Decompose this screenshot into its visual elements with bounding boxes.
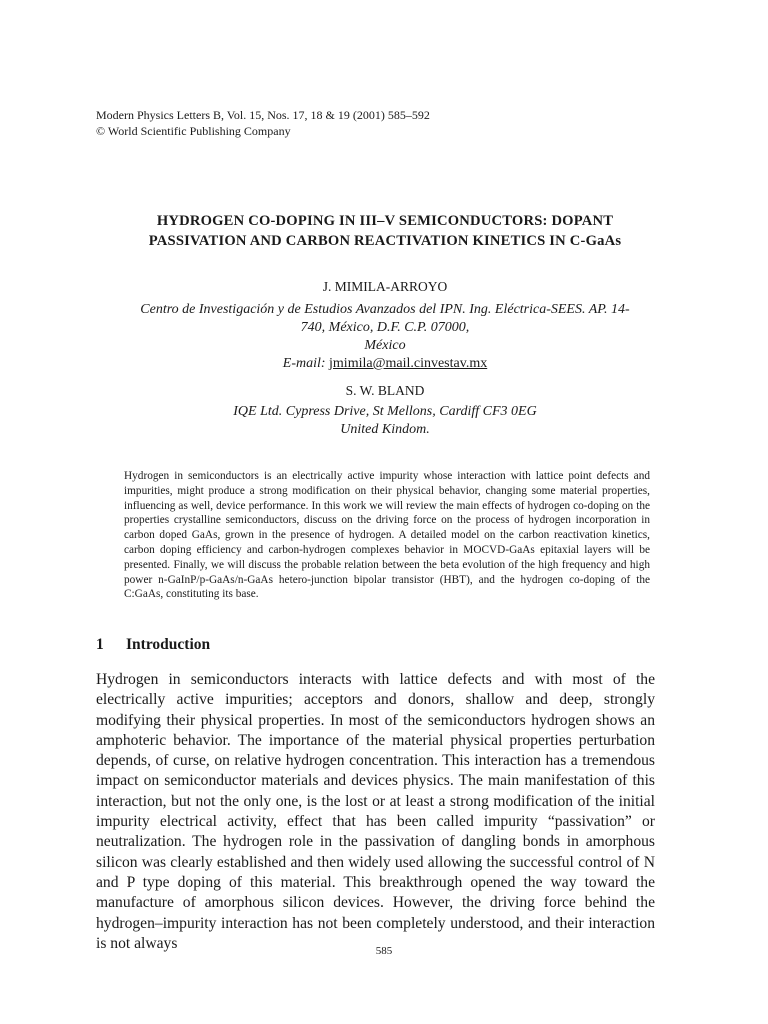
section-heading: [96, 636, 210, 654]
author-affiliation-1: [90, 301, 680, 373]
title-line-1: HYDROGEN CO-DOPING IN III–V SEMICONDUCTORS: DOPANT: [156, 213, 614, 229]
email-label: E-mail:: [282, 356, 330, 371]
author-name-2: S. W. BLAND: [345, 383, 425, 398]
page-number: 585: [375, 945, 393, 957]
abstract-text: Hydrogen in semiconductors is an electrically active impurity whose interaction with lattice point defects and impurities, might produce a strong modification on their physical behavior, changing some material properties, influencing as well, device performance. In this work we will review the main effects of hydrogen co-doping on the properties crystalline semiconductors, discuss on the driving force on the process of hydrogen incorporation in carbon doped GaAs, grown in the presence of hydrogen. A detailed model on the carbon reactivation kinetics, carbon doping efficiency and carbon-hydrogen complexes behavior in MOCVD-GaAs epitaxial layers will be presented. Finally, we will discuss the probable relation between the beta evolution of the high frequency and high power n-GaInP/p-GaAs/n-GaAs hetero-junction bipolar transistor (HBT), and the hydrogen co-doping of the C:GaAs, constituting its base.: [124, 470, 650, 601]
section-title: Introduction: [126, 636, 211, 653]
affiliation-1-line-1: Centro de Investigación y de Estudios Avanzados del IPN. Ing. Eléctrica-SEES. AP. 14-: [140, 302, 630, 317]
journal-header: [96, 107, 430, 139]
author-email-line: [90, 355, 680, 373]
journal-publisher: © World Scientific Publishing Company: [96, 124, 291, 138]
title-line-2: PASSIVATION AND CARBON REACTIVATION KINETICS IN C-GaAs: [148, 233, 622, 249]
section-number: 1: [96, 636, 104, 653]
affiliation-2-line-1: IQE Ltd. Cypress Drive, St Mellons, Cardiff CF3 0EG: [233, 404, 537, 419]
affiliation-1-line-2: 740, México, D.F. C.P. 07000,: [300, 320, 470, 335]
author-email-link[interactable]: jmimila@mail.cinvestav.mx: [329, 356, 488, 371]
author-affiliation-2: [90, 403, 680, 439]
paper-title: [60, 211, 710, 251]
journal-citation: Modern Physics Letters B, Vol. 15, Nos. 17, 18 & 19 (2001) 585–592: [96, 108, 430, 122]
author-name-1: J. MIMILA-ARROYO: [322, 279, 448, 294]
affiliation-1-line-3: México: [364, 338, 406, 353]
introduction-body: Hydrogen in semiconductors interacts with lattice defects and with most of the electrically active impurities; acceptors and donors, shallow and deep, strongly modifying their physical properties. In most of the semiconductors hydrogen shows an amphoteric behavior. The importance of the material physical properties perturbation depends, of curse, on relative hydrogen concentration. This interaction has a tremendous impact on semiconductor materials and devices physics. The main manifestation of this interaction, but not the only one, is the lost or at least a strong modification of the initial impurity electrical activity, effect that has been called impurity “passivation” or neutralization. The hydrogen role in the passivation of dangling bonds in amorphous silicon was clearly established and then widely used allowing the successful control of N and P type doping of this material. This breakthrough opened the way toward the manufacture of amorphous silicon devices. However, the driving force behind the hydrogen–impurity interaction has not been completely understood, and their interaction is not always: [96, 671, 655, 952]
affiliation-2-line-2: United Kindom.: [340, 422, 430, 437]
